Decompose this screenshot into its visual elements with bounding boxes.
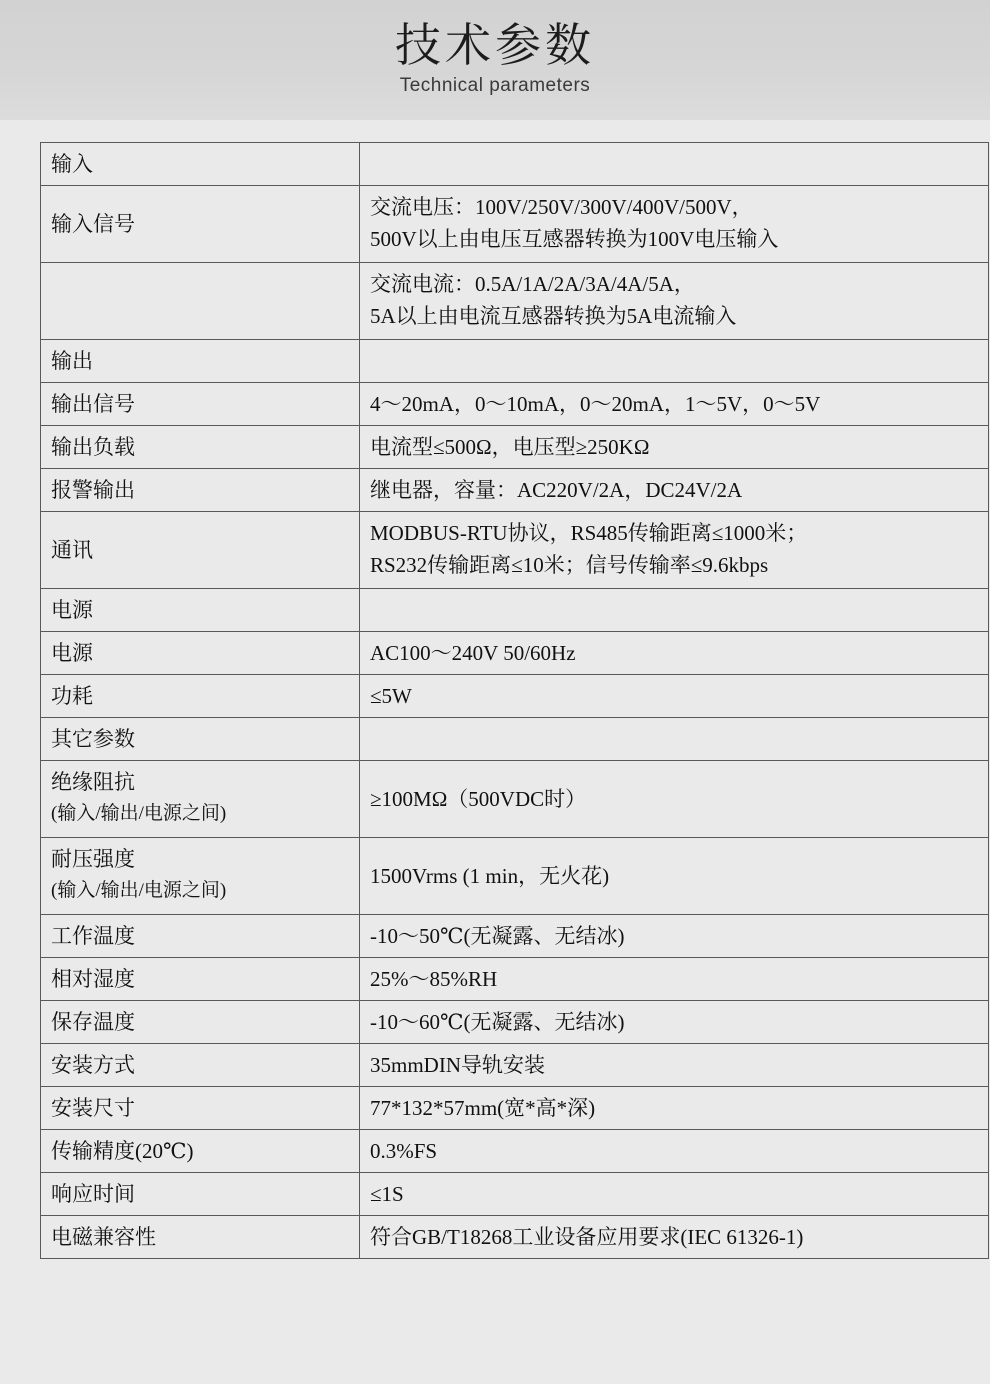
table-label-text: 安装方式 [51,1053,135,1077]
table-label-text: 响应时间 [51,1182,135,1206]
table-cell-label [41,1044,360,1087]
table-label-text: 耐压强度 [51,847,135,871]
table-row [41,469,989,512]
table-cell-label [41,426,360,469]
table-value-line1: 4～20mA，0～10mA，0～20mA，1～5V，0～5V [370,392,821,416]
table-section-row [41,589,989,632]
table-cell-value [360,958,989,1001]
table-cell-value [360,761,989,838]
table-value-line1: 交流电压：100V/250V/300V/400V/500V， [370,195,753,219]
table-value-line1: ≥100MΩ（500VDC时） [370,787,587,811]
table-label-text: 保存温度 [51,1010,135,1034]
table-label-subtext: (输入/输出/电源之间) [51,803,227,824]
table-value-line1: 电流型≤500Ω，电压型≥250KΩ [370,435,650,459]
table-label-text: 报警输出 [51,478,135,502]
table-cell-value [360,1001,989,1044]
table-section-row [41,718,989,761]
table-value-line1: MODBUS-RTU协议，RS485传输距离≤1000米； [370,521,808,545]
table-cell-value [360,838,989,915]
table-cell-value [360,426,989,469]
table-label-text: 其它参数 [51,727,135,751]
table-value-line1: ≤5W [370,684,412,708]
table-row [41,512,989,589]
table-cell-value [360,589,989,632]
table-cell-label [41,1130,360,1173]
table-cell-value [360,1216,989,1259]
table-row [41,632,989,675]
table-row [41,1130,989,1173]
table-row [41,838,989,915]
table-cell-label [41,143,360,186]
page-header [0,0,990,120]
table-cell-value [360,1044,989,1087]
table-cell-value [360,186,989,263]
table-value-line1: 35mmDIN导轨安装 [370,1053,545,1077]
table-row [41,1044,989,1087]
table-row [41,1001,989,1044]
table-cell-value [360,1173,989,1216]
table-cell-label [41,718,360,761]
table-label-text: 相对湿度 [51,967,135,991]
table-value-line1: 符合GB/T18268工业设备应用要求(IEC 61326-1) [370,1225,804,1249]
table-cell-value [360,675,989,718]
table-value-line1: -10～50℃(无凝露、无结冰) [370,924,625,948]
table-value-line1: 77*132*57mm(宽*高*深) [370,1096,596,1120]
table-label-text: 输入 [51,152,93,176]
page-subtitle: Technical parameters [399,75,591,96]
table-cell-label [41,915,360,958]
table-row [41,426,989,469]
table-cell-label [41,383,360,426]
table-label-text: 输出 [51,349,93,373]
table-cell-label [41,512,360,589]
table-row [41,1216,989,1259]
table-row [41,1087,989,1130]
table-cell-value [360,915,989,958]
table-cell-label [41,263,360,340]
table-cell-label [41,838,360,915]
table-label-text: 电源 [51,641,93,665]
table-cell-value [360,143,989,186]
table-label-text: 安装尺寸 [51,1096,135,1120]
table-value-line1: 25%～85%RH [370,967,498,991]
table-cell-value [360,263,989,340]
table-label-text: 输出信号 [51,392,135,416]
table-cell-label [41,1216,360,1259]
table-cell-value [360,340,989,383]
table-label-text: 工作温度 [51,924,135,948]
table-value-line2: 500V以上由电压互感器转换为100V电压输入 [370,227,779,251]
table-cell-value [360,1087,989,1130]
table-value-line1: 0.3%FS [370,1139,438,1163]
table-cell-label [41,1087,360,1130]
table-row [41,915,989,958]
table-cell-value [360,383,989,426]
table-label-text: 传输精度(20℃) [51,1139,194,1163]
table-value-line1: 交流电流：0.5A/1A/2A/3A/4A/5A， [370,272,695,296]
table-value-line1: 1500Vrms (1 min，无火花) [370,864,610,888]
table-value-line2: RS232传输距离≤10米；信号传输率≤9.6kbps [370,553,769,577]
table-label-text: 电磁兼容性 [51,1225,156,1249]
table-cell-value [360,718,989,761]
table-section-row [41,340,989,383]
table-cell-label [41,761,360,838]
table-cell-value [360,1130,989,1173]
table-section-row [41,143,989,186]
table-row [41,1173,989,1216]
page-title: 技术参数 [395,19,595,71]
table-cell-label [41,632,360,675]
table-label-text: 功耗 [51,684,93,708]
table-cell-value [360,512,989,589]
table-cell-label [41,469,360,512]
table-cell-label [41,589,360,632]
table-cell-label [41,675,360,718]
spec-table [40,142,989,1259]
table-label-text: 输出负载 [51,435,135,459]
table-cell-label [41,340,360,383]
table-cell-label [41,1001,360,1044]
table-label-text: 通讯 [51,538,93,562]
table-cell-value [360,469,989,512]
table-row [41,958,989,1001]
table-value-line1: -10～60℃(无凝露、无结冰) [370,1010,625,1034]
table-value-line1: AC100～240V 50/60Hz [370,641,576,665]
table-cell-label [41,958,360,1001]
table-value-line1: 继电器，容量：AC220V/2A，DC24V/2A [370,478,743,502]
table-label-text: 输入信号 [51,212,135,236]
table-cell-value [360,632,989,675]
table-row [41,263,989,340]
table-value-line1: ≤1S [370,1182,404,1206]
table-cell-label [41,186,360,263]
table-row [41,675,989,718]
table-label-text: 电源 [51,598,93,622]
table-row [41,383,989,426]
table-cell-label [41,1173,360,1216]
table-row [41,186,989,263]
table-row [41,761,989,838]
table-label-text: 绝缘阻抗 [51,770,135,794]
spec-table-container [0,120,990,1259]
table-label-subtext: (输入/输出/电源之间) [51,880,227,901]
table-value-line2: 5A以上由电流互感器转换为5A电流输入 [370,304,737,328]
